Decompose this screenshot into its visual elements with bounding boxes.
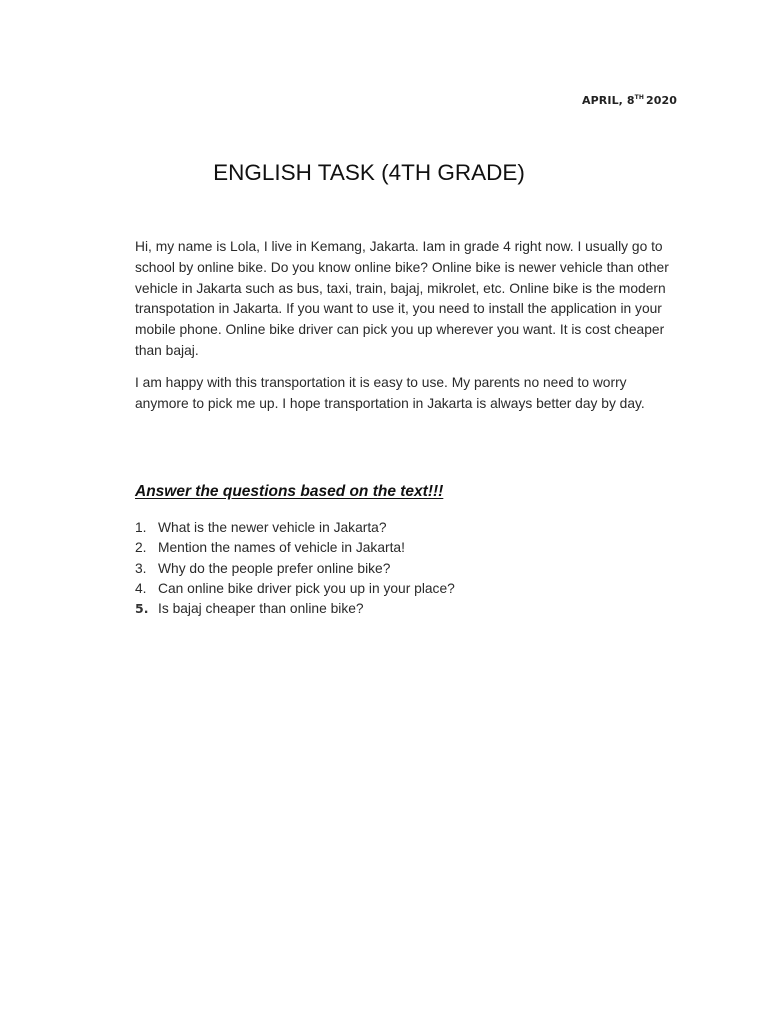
questions-heading: Answer the questions based on the text!!! [135,483,444,500]
question-item [135,538,455,558]
document-title-row [0,160,768,186]
date-year: 2020 [645,94,677,107]
question-item [135,518,455,538]
reading-paragraph-2: I am happy with this transportation it is easy to use. My parents no need to worry anymore to pick me up. I hope transportation in Jakarta is always better day by day. [135,375,645,411]
question-item [135,559,455,579]
question-text: Why do the people prefer online bike? [158,560,391,576]
question-number: 4. [135,580,147,596]
question-item [135,579,455,599]
document-title: ENGLISH TASK (4TH GRADE) [213,160,525,185]
question-number: 2. [135,540,147,556]
date-prefix: APRIL, 8 [582,94,635,107]
question-number: 5. [135,601,149,617]
reading-paragraph-1: Hi, my name is Lola, I live in Kemang, Jakarta. Iam in grade 4 right now. I usually go to school by online bike. Do you know online bike? Online bike is newer vehicle than other vehicle in Jakarta such as bus, taxi, train, bajaj, mikrolet, etc. Online bike is the modern transpotation in Jakarta. If you want to use it, you need to install the application in your mobile phone. Online bike driver can pick you up wherever you want. It is cost cheaper than bajaj. [135,239,669,358]
question-list [135,518,455,619]
question-text: Mention the names of vehicle in Jakarta! [158,540,405,556]
question-text: Can online bike driver pick you up in your place? [158,580,455,596]
question-text: Is bajaj cheaper than online bike? [158,601,364,617]
question-item [135,599,455,619]
document-date [582,94,677,107]
question-number: 1. [135,520,147,535]
question-text: What is the newer vehicle in Jakarta? [158,520,387,535]
date-ordinal-suffix: TH [634,94,644,101]
question-number: 3. [135,560,147,576]
